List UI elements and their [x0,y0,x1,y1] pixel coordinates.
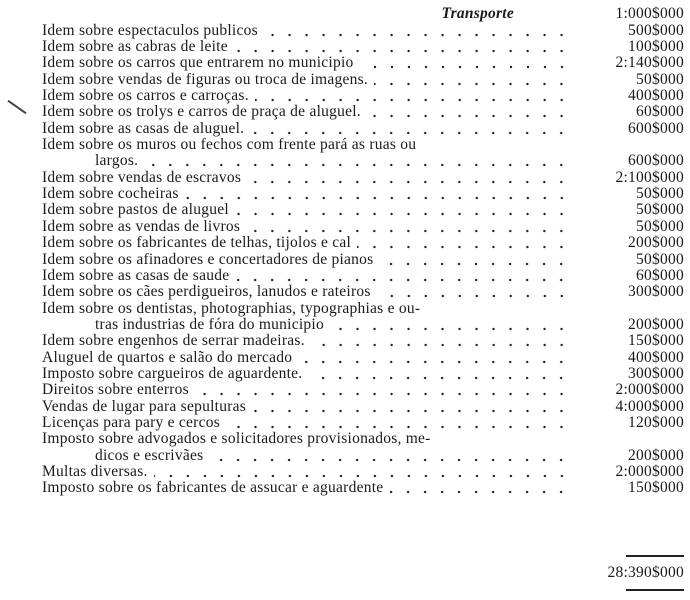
item-amount: 50$000 [636,250,684,268]
item-amount: 50$000 [636,185,684,203]
dot-leader [389,484,570,494]
item-amount: 4:000$000 [615,397,684,415]
table-row [42,398,684,414]
item-label: Idem sobre as casas de saude [42,266,230,284]
item-label: Aluguel de quartos e salão do mercado [42,348,293,366]
dot-leader [250,125,570,135]
item-amount: 500$000 [628,21,684,39]
item-label: Idem sobre os dentistas, photographias, typographias e ou- [42,299,421,317]
item-amount: 60$000 [636,266,684,284]
item-label: Idem sobre os fabricantes de telhas, tijolos e cal [42,234,352,252]
item-label: Idem sobre os cães perdigueiros, lanudos e rateiros [42,283,371,301]
item-label: Idem sobre as casas de aluguel. [42,119,245,137]
table-row [42,349,684,365]
dot-leader [308,370,570,380]
item-label: Idem sobre as vendas de livros [42,217,241,235]
total-amount: 28:390$000 [607,564,684,581]
table-row [42,415,684,431]
table-row [42,71,684,87]
dot-leader [246,223,570,233]
item-amount: 120$000 [628,413,684,431]
table-row [42,447,684,463]
table-row [42,55,684,71]
item-label: Idem sobre espectaculos publicos [42,21,258,39]
item-label: Multas diversas. [42,462,148,480]
item-amount: 150$000 [628,332,684,350]
sum-rule-top [626,555,684,557]
table-row [42,104,684,120]
item-amount: 400$000 [628,87,684,105]
dot-leader [264,27,570,37]
dot-leader [234,43,570,53]
table-row [42,317,684,333]
dot-leader [185,190,570,200]
item-label: Idem sobre cocheiras [42,185,179,203]
item-label: dicos e escrivães [95,446,204,464]
table-row [42,202,684,218]
revenue-table [42,6,684,496]
item-label: Direitos sobre enterros [42,381,189,399]
table-row [42,169,684,185]
item-label: Imposto sobre cargueiros de aguardente. [42,364,303,382]
item-amount: 150$000 [628,479,684,497]
table-row [42,284,684,300]
item-amount: 300$000 [628,283,684,301]
transporte-row [42,6,684,22]
item-label: Idem sobre pastos de aluguel [42,201,229,219]
table-row [42,366,684,382]
item-label: Idem sobre os carros e carroças. [42,87,249,105]
item-label: Idem sobre os carros que entrarem no municipio [42,54,354,72]
item-label: Idem sobre vendas de escravos [42,168,242,186]
scan-mark [7,100,26,114]
table-row [42,333,684,349]
item-amount: 100$000 [628,38,684,56]
table-row [42,464,684,480]
item-amount: 200$000 [628,446,684,464]
item-label: Idem sobre os trolys e carros de praça de aluguel. [42,103,361,121]
table-row [42,153,684,169]
transporte-amount: 1:000$000 [615,5,684,23]
table-row [42,382,684,398]
item-label: Idem sobre vendas de figuras ou troca de imagens. [42,70,369,88]
item-label: tras industrias de fóra do municipio [95,315,324,333]
dot-leader [154,468,570,478]
table-row [42,235,684,251]
sum-rule-bottom [626,589,684,591]
table-row [42,22,684,38]
dot-leader [311,337,570,347]
item-label: Idem sobre os muros ou fechos com frente pará as ruas ou [42,136,417,154]
dot-leader [367,108,570,118]
dot-leader [144,157,570,167]
item-label: Idem sobre as cabras de leite [42,38,228,56]
item-label: Imposto sobre advogados e solicitadores provisionados, me- [42,430,431,448]
item-amount: 2:100$000 [615,168,684,186]
item-amount: 50$000 [636,70,684,88]
item-amount: 50$000 [636,201,684,219]
table-row [42,218,684,234]
table-row [42,431,684,447]
dot-leader [252,403,570,413]
item-label: Idem sobre os afinadores e concertadores de pianos [42,250,374,268]
dot-leader [235,206,570,216]
item-label: Idem sobre engenhos de serrar madeiras. [42,332,305,350]
item-amount: 600$000 [628,119,684,137]
item-label: Imposto sobre os fabricantes de assucar e aguardente [42,479,384,497]
dot-leader [360,59,570,69]
item-amount: 60$000 [636,103,684,121]
dot-leader [195,386,570,396]
table-row [42,300,684,316]
dot-leader [226,419,570,429]
item-amount: 200$000 [628,315,684,333]
dot-leader [247,174,570,184]
dot-leader [357,239,570,249]
item-amount: 300$000 [628,364,684,382]
item-amount: 200$000 [628,234,684,252]
dot-leader [330,321,570,331]
item-amount: 2:000$000 [615,381,684,399]
item-label: Vendas de lugar para sepulturas [42,397,247,415]
item-label: Licenças para pary e cercos [42,413,220,431]
table-row [42,39,684,55]
dot-leader [235,272,570,282]
transporte-label: Transporte [441,5,514,23]
item-label: largos. [95,152,139,170]
dot-leader [298,354,570,364]
table-row [42,88,684,104]
table-row [42,268,684,284]
table-row [42,137,684,153]
dot-leader [209,452,570,462]
table-row [42,186,684,202]
dot-leader [377,288,570,298]
item-amount: 400$000 [628,348,684,366]
dot-leader [379,256,570,266]
item-amount: 2:140$000 [615,54,684,72]
dot-leader [255,92,570,102]
dot-leader [374,76,570,86]
item-amount: 2:000$000 [615,462,684,480]
item-amount: 50$000 [636,217,684,235]
table-row [42,251,684,267]
item-amount: 600$000 [628,152,684,170]
table-row [42,480,684,496]
table-row [42,120,684,136]
